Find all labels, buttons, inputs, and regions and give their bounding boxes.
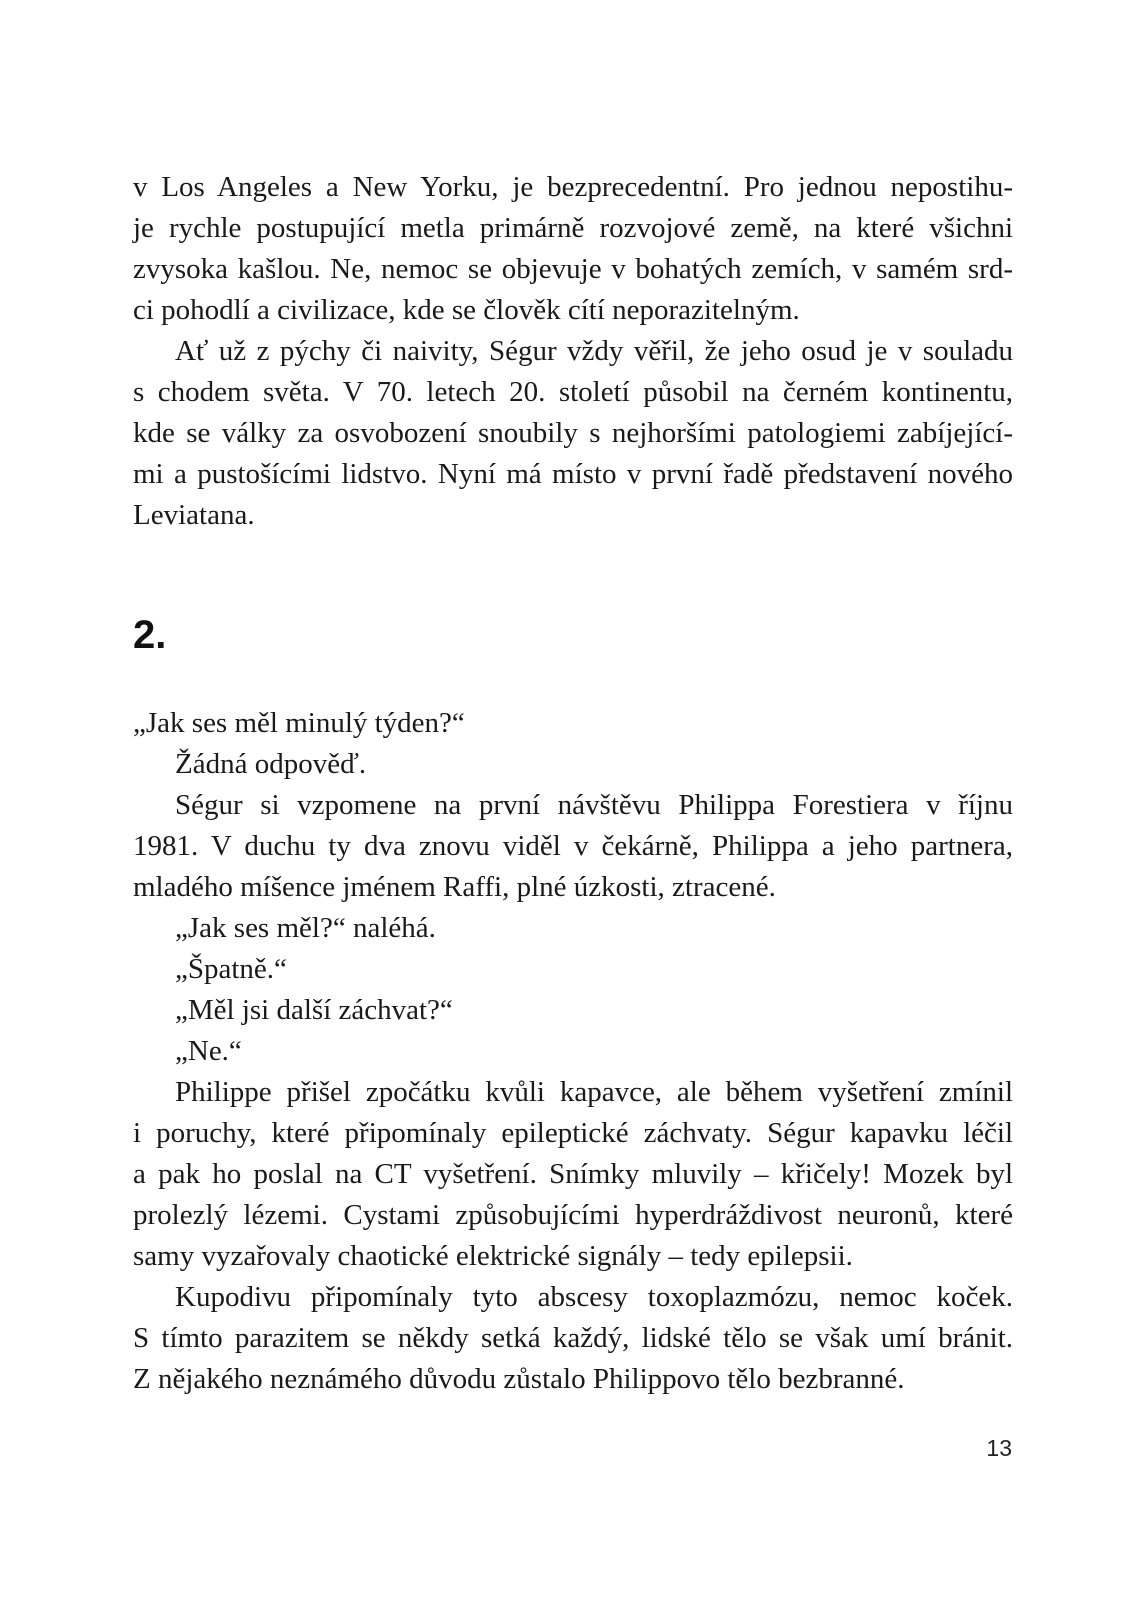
intro-paragraphs [133,167,1013,536]
text-line: ci pohodlí a civilizace, kde se člověk cítí neporazitelným. [133,294,800,326]
text-line: „Jak ses měl minulý týden?“ [133,707,465,739]
text-line: Leviatana. [133,499,255,531]
text-line: S tímto parazitem se někdy setká každý, lidské tělo se však umí bránit. [133,1322,1013,1354]
text-line: prolezlý lézemi. Cystami způsobujícími hyperdráždivost neuronů, které [133,1199,1013,1231]
text-line: a pak ho poslal na CT vyšetření. Snímky mluvily – křičely! Mozek byl [133,1158,1013,1190]
text-line: Žádná odpověď. [175,748,367,780]
text-line: „Ne.“ [175,1035,242,1067]
chapter-number: 2. [133,613,167,657]
text-line: samy vyzařovaly chaotické elektrické signály – tedy epilepsii. [133,1240,853,1272]
text-line: Ať už z pýchy či naivity, Ségur vždy věřil, že jeho osud je v souladu [175,335,1013,367]
text-line: Kupodivu připomínaly tyto abscesy toxoplazmózu, nemoc koček. [175,1281,1013,1313]
text-line: i poruchy, které připomínaly epileptické záchvaty. Ségur kapavku léčil [133,1117,1013,1149]
text-line: „Měl jsi další záchvat?“ [175,994,453,1026]
text-line: v Los Angeles a New Yorku, je bezprecedentní. Pro jednou nepostihu- [133,171,1013,203]
page-number: 13 [986,1435,1012,1461]
text-line: kde se války za osvobození snoubily s nejhoršími patologiemi zabíjející- [133,417,1013,449]
text-line: Z nějakého neznámého důvodu zůstalo Philippovo tělo bezbranné. [133,1363,905,1395]
text-line: „Jak ses měl?“ naléhá. [175,912,436,944]
text-line: s chodem světa. V 70. letech 20. století působil na černém kontinentu, [133,376,1013,408]
text-line: je rychle postupující metla primárně rozvojové země, na které všichni [133,212,1013,244]
text-line: mi a pustošícími lidstvo. Nyní má místo v první řadě představení nového [133,458,1013,490]
text-line: zvysoka kašlou. Ne, nemoc se objevuje v bohatých zemích, v samém srd- [133,253,1013,285]
chapter-paragraphs [133,703,1013,1400]
text-line: 1981. V duchu ty dva znovu viděl v čekárně, Philippa a jeho partnera, [133,830,1013,862]
text-line: mladého míšence jménem Raffi, plné úzkosti, ztracené. [133,871,776,903]
text-line: „Špatně.“ [175,953,287,985]
text-line: Philippe přišel zpočátku kvůli kapavce, ale během vyšetření zmínil [175,1076,1013,1108]
text-line: Ségur si vzpomene na první návštěvu Philippa Forestiera v říjnu [175,789,1013,821]
